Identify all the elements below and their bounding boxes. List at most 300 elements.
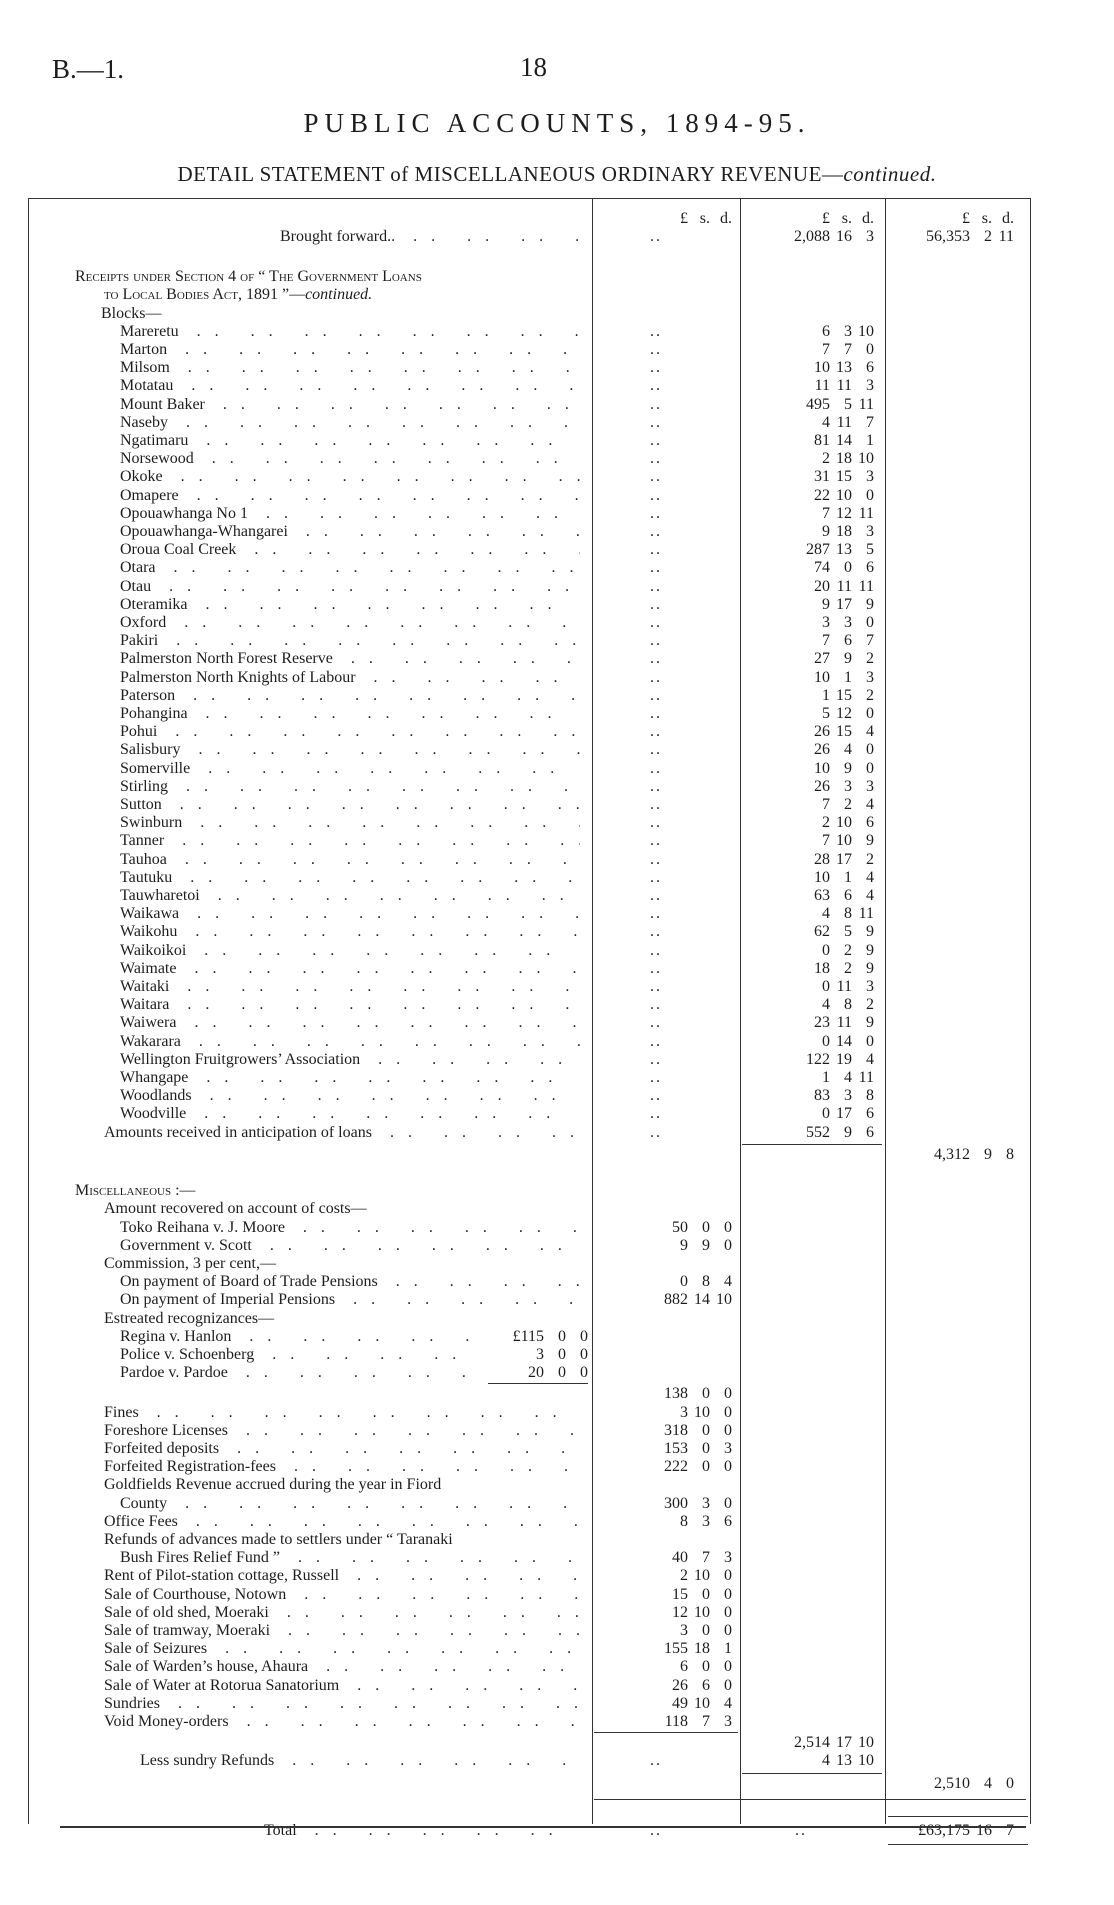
pence: 3 (866, 978, 874, 996)
empty-amount-dots: .. (650, 814, 662, 832)
shillings: 3 (702, 1512, 710, 1530)
shillings: 0 (702, 1585, 710, 1603)
empty-amount-dots: .. (650, 322, 662, 340)
pounds: 4 (822, 905, 830, 923)
amount (760, 377, 874, 395)
amount (760, 1752, 874, 1770)
empty-amount-dots: .. (650, 959, 662, 977)
block-row (0, 669, 1114, 687)
amount (484, 1364, 588, 1382)
amount (760, 578, 874, 596)
pence: 0 (724, 1603, 732, 1621)
pounds: 118 (664, 1713, 688, 1731)
pence: 0 (724, 1622, 732, 1640)
pence: 10 (716, 1291, 732, 1309)
pounds: 4,312 (934, 1145, 970, 1163)
less-refunds-row (0, 1752, 1114, 1770)
row-label: Goldfields Revenue accrued during the year in Fiord (104, 1476, 442, 1494)
amount (620, 1622, 732, 1640)
misc-row (0, 1713, 1114, 1731)
pounds: 4 (822, 413, 830, 431)
empty-amount-dots: .. (650, 559, 662, 577)
shillings: 4 (844, 741, 852, 759)
estreated-rule (488, 1383, 588, 1384)
amount (760, 541, 874, 559)
shillings: 10 (694, 1694, 710, 1712)
empty-amount-dots: .. (650, 632, 662, 650)
empty-amount-dots: .. (650, 341, 662, 359)
row-label: Motatau .. .. (120, 377, 580, 395)
shillings: 18 (836, 450, 852, 468)
shillings: 0 (702, 1421, 710, 1439)
empty-amount-dots: .. (650, 686, 662, 704)
pounds: 62 (814, 923, 830, 941)
pounds: 9 (680, 1236, 688, 1254)
shillings: 8 (702, 1273, 710, 1291)
block-row (0, 614, 1114, 632)
pounds: 4 (822, 1752, 830, 1770)
shillings: 8 (844, 905, 852, 923)
pence: 8 (1006, 1145, 1014, 1163)
empty-amount-dots: .. (650, 668, 662, 686)
row-label: Waikawa .. .. (120, 905, 580, 923)
empty-amount-dots: .. (650, 377, 662, 395)
pence: 11 (858, 1069, 874, 1087)
row-label: Mount Baker .. .. (120, 396, 580, 414)
empty-amount-dots: .. (650, 432, 662, 450)
pence: d. (1002, 210, 1014, 227)
shillings: 3 (844, 777, 852, 795)
pence: 3 (866, 777, 874, 795)
shillings: 9 (844, 759, 852, 777)
block-row (0, 396, 1114, 414)
pounds: 2 (822, 814, 830, 832)
shillings: 14 (836, 432, 852, 450)
commission-row (0, 1273, 1114, 1291)
shillings: 7 (844, 341, 852, 359)
amount (760, 832, 874, 850)
empty-amount-dots: .. (650, 450, 662, 468)
pounds: 9 (822, 523, 830, 541)
empty-amount-dots: .. (650, 523, 662, 541)
amount (620, 1422, 732, 1440)
pence: 11 (858, 905, 874, 923)
heading-text: to Local Bodies Act, 1891 ”— (104, 286, 306, 304)
row-label: Oroua Coal Creek .. .. (120, 541, 580, 559)
misc-row (0, 1404, 1114, 1422)
misc-row (0, 1567, 1114, 1585)
pounds: 495 (806, 395, 830, 413)
row-label: Tauhoa .. .. (120, 851, 580, 869)
amount (760, 614, 874, 632)
pence: 0 (724, 1403, 732, 1421)
shillings: 3 (844, 322, 852, 340)
shillings: 12 (836, 504, 852, 522)
pence: 11 (858, 504, 874, 522)
shillings: 2 (984, 228, 992, 246)
amount (620, 1404, 732, 1422)
misc-row (0, 1422, 1114, 1440)
pence: 7 (866, 413, 874, 431)
row-label: Regina v. Hanlon .. .. (120, 1328, 475, 1346)
pence: 0 (724, 1236, 732, 1254)
amount (760, 505, 874, 523)
shillings: 11 (836, 1014, 852, 1032)
pounds: 15 (672, 1585, 688, 1603)
costs-label (0, 1200, 1114, 1218)
pounds: 2 (680, 1567, 688, 1585)
net-rule (742, 1773, 882, 1774)
pence: 3 (866, 523, 874, 541)
shillings: 7 (702, 1549, 710, 1567)
row-label: Sale of Warden’s house, Ahaura .. .. (104, 1658, 580, 1676)
pence: 0 (580, 1327, 588, 1345)
shillings: 14 (694, 1291, 710, 1309)
pence: 4 (866, 796, 874, 814)
row-label: Office Fees .. .. (104, 1513, 580, 1531)
shillings: 1 (844, 868, 852, 886)
shillings: 2 (844, 796, 852, 814)
block-row (0, 778, 1114, 796)
pounds: 20 (814, 577, 830, 595)
row-label: Wellington Fruitgrowers’ Association .. .. (120, 1051, 580, 1069)
amount (760, 669, 874, 687)
amount (620, 1658, 732, 1676)
shillings: 11 (836, 978, 852, 996)
shillings: 3 (844, 1087, 852, 1105)
pence: 2 (866, 686, 874, 704)
pounds: 28 (814, 850, 830, 868)
empty-amount-dots: .. (650, 486, 662, 504)
amount (760, 814, 874, 832)
brought-forward-row (0, 228, 1114, 246)
amount (760, 996, 874, 1014)
empty-amount-dots: .. (650, 1032, 662, 1050)
row-label: Tautuku .. .. (120, 869, 580, 887)
empty-amount-dots: .. (650, 868, 662, 886)
block-row (0, 377, 1114, 395)
column-headings (0, 210, 1114, 228)
shillings: 18 (836, 523, 852, 541)
row-label: Rent of Pilot-station cottage, Russell .. .. (104, 1567, 580, 1585)
shillings: 0 (558, 1364, 566, 1382)
empty-amount-dots: .. (650, 905, 662, 923)
amount (620, 1495, 732, 1513)
pence: 10 (858, 450, 874, 468)
block-row (0, 505, 1114, 523)
row-label: Woodlands .. .. (120, 1087, 580, 1105)
pence: 9 (866, 941, 874, 959)
block-row (0, 541, 1114, 559)
pence: 3 (866, 468, 874, 486)
row-label: Blocks— (101, 304, 162, 322)
row-label: Marton .. .. (120, 341, 580, 359)
empty-amount-dots: .. (650, 228, 662, 246)
loans-subtotal-row (0, 1146, 1114, 1164)
refunds-row-1 (0, 1531, 1114, 1549)
commission-row (0, 1291, 1114, 1309)
block-row (0, 996, 1114, 1014)
pence: 1 (866, 432, 874, 450)
amount (760, 323, 874, 341)
total-bottom-rule (888, 1844, 1028, 1845)
pence: 6 (866, 559, 874, 577)
shillings: 12 (836, 705, 852, 723)
pence: 0 (724, 1421, 732, 1439)
row-label: Oteramika .. .. (120, 596, 580, 614)
row-label: Brought forward.. .. .. (280, 228, 580, 246)
empty-amount-dots: .. (650, 741, 662, 759)
empty-amount-dots: .. (650, 923, 662, 941)
row-label: Sale of old shed, Moeraki .. .. (104, 1604, 580, 1622)
block-row (0, 1105, 1114, 1123)
pence: 6 (866, 814, 874, 832)
row-label: Sale of tramway, Moeraki .. .. (104, 1622, 580, 1640)
amount (620, 1440, 732, 1458)
pounds: £63,175 (918, 1821, 970, 1839)
pounds: 5 (822, 705, 830, 723)
amount (620, 1567, 732, 1585)
block-row (0, 923, 1114, 941)
pounds: 50 (672, 1218, 688, 1236)
page-number: 18 (520, 52, 547, 82)
pounds: 74 (814, 559, 830, 577)
pence: 9 (866, 959, 874, 977)
shillings: 16 (836, 228, 852, 246)
pounds: 81 (814, 432, 830, 450)
amount (620, 1604, 732, 1622)
amount (760, 687, 874, 705)
pounds: £ (962, 210, 970, 227)
pounds: 23 (814, 1014, 830, 1032)
pounds: 0 (822, 1105, 830, 1123)
row-label: Tauwharetoi .. .. (120, 887, 580, 905)
row-label: Commission, 3 per cent,— (104, 1255, 276, 1273)
amount (900, 228, 1014, 246)
empty-amount-dots: .. (650, 541, 662, 559)
block-row (0, 578, 1114, 596)
pence: d. (862, 210, 874, 227)
shillings: 17 (836, 1105, 852, 1123)
amount (760, 432, 874, 450)
misc-row (0, 1604, 1114, 1622)
refunds-row-2 (0, 1549, 1114, 1567)
empty-amount-dots: .. (650, 1087, 662, 1105)
empty-amount-dots: .. (650, 1069, 662, 1087)
table-bottom-rule (60, 1826, 1026, 1828)
empty-amount-dots: .. (650, 705, 662, 723)
pence: 10 (858, 1752, 874, 1770)
costs-row (0, 1237, 1114, 1255)
pence: 0 (866, 741, 874, 759)
pence: 9 (866, 923, 874, 941)
pounds: 10 (814, 868, 830, 886)
row-label: Pohui .. .. (120, 723, 580, 741)
pounds: £ (680, 210, 688, 227)
costs-row (0, 1219, 1114, 1237)
amount (760, 942, 874, 960)
row-label: Fines .. .. (104, 1404, 580, 1422)
amount (620, 1385, 732, 1403)
pence: 11 (858, 395, 874, 413)
row-label: Palmerston North Forest Reserve .. .. (120, 650, 580, 668)
pounds: 7 (822, 832, 830, 850)
loans-heading-line1 (0, 268, 1114, 286)
row-label: Opouawhanga-Whangarei .. .. (120, 523, 580, 541)
row-label: Government v. Scott .. .. (120, 1237, 580, 1255)
amount (900, 1775, 1014, 1793)
shillings: 11 (836, 577, 852, 595)
pounds: 63 (814, 887, 830, 905)
amount (760, 723, 874, 741)
row-label: Forfeited Registration-fees .. .. (104, 1458, 580, 1476)
shillings: 0 (702, 1218, 710, 1236)
shillings: 0 (702, 1458, 710, 1476)
amount (760, 559, 874, 577)
pounds: 22 (814, 486, 830, 504)
shillings: 6 (702, 1676, 710, 1694)
shillings: 15 (836, 686, 852, 704)
estreated-total-row (0, 1385, 1114, 1403)
pounds: 10 (814, 668, 830, 686)
empty-amount-dots: .. (650, 1050, 662, 1068)
row-label: Wakarara .. .. (120, 1033, 580, 1051)
pounds: 318 (664, 1421, 688, 1439)
pounds: 7 (822, 796, 830, 814)
pence: 3 (724, 1549, 732, 1567)
row-label: Otara .. .. (120, 559, 580, 577)
pounds: 4 (822, 996, 830, 1014)
row-label: Tanner .. .. (120, 832, 580, 850)
statement-subtitle: DETAIL STATEMENT of MISCELLANEOUS ORDINARY REVENUE—continued. (177, 162, 937, 186)
shillings: 10 (836, 832, 852, 850)
block-row (0, 450, 1114, 468)
misc-row (0, 1695, 1114, 1713)
row-label: Amounts received in anticipation of loans .. .. (104, 1124, 580, 1142)
block-row (0, 1087, 1114, 1105)
empty-amount-dots: .. (650, 595, 662, 613)
shillings: 15 (836, 468, 852, 486)
empty-amount-dots: .. (650, 777, 662, 795)
amount (760, 796, 874, 814)
pounds: 287 (806, 541, 830, 559)
empty-amount-dots: .. (650, 1105, 662, 1123)
row-label: Waitara .. .. (120, 996, 580, 1014)
shillings: 0 (702, 1440, 710, 1458)
shillings: 0 (702, 1658, 710, 1676)
row-label: Sundries .. .. (104, 1695, 580, 1713)
amount (484, 1346, 588, 1364)
block-row (0, 851, 1114, 869)
empty-amount-dots: .. (650, 1821, 662, 1839)
row-label (104, 286, 504, 304)
amount (760, 396, 874, 414)
shillings: 16 (976, 1821, 992, 1839)
amount (760, 1069, 874, 1087)
shillings: 17 (836, 850, 852, 868)
shillings: 0 (702, 1622, 710, 1640)
pence: 3 (866, 668, 874, 686)
row-label: Police v. Schoenberg .. .. (120, 1346, 475, 1364)
row-label: Sale of Seizures .. .. (104, 1640, 580, 1658)
heading-italic: continued. (305, 286, 373, 304)
pounds: 10 (814, 759, 830, 777)
misc-row (0, 1658, 1114, 1676)
misc-row (0, 1440, 1114, 1458)
amount (760, 1033, 874, 1051)
pounds: 0 (680, 1273, 688, 1291)
misc-gross-row (0, 1734, 1114, 1752)
amount (760, 887, 874, 905)
empty-amount-dots: .. (650, 832, 662, 850)
pence: 0 (866, 705, 874, 723)
row-label: Opouawhanga No 1 .. .. (120, 505, 580, 523)
row-label: Refunds of advances made to settlers under “ Taranaki (104, 1531, 453, 1549)
amount (760, 760, 874, 778)
pence: 4 (866, 887, 874, 905)
pence: 0 (724, 1458, 732, 1476)
pence: 3 (866, 228, 874, 246)
row-label: Oxford .. .. (120, 614, 580, 632)
empty-amount-dots: .. (650, 1014, 662, 1032)
shillings: 10 (694, 1603, 710, 1621)
pence: 6 (866, 1123, 874, 1141)
pounds: 49 (672, 1694, 688, 1712)
pence: 0 (724, 1385, 732, 1403)
amount (760, 632, 874, 650)
misc-row (0, 1586, 1114, 1604)
shillings: 10 (836, 486, 852, 504)
pounds: 26 (814, 741, 830, 759)
row-label: Whangape .. .. (120, 1069, 580, 1087)
pounds: 8 (680, 1512, 688, 1530)
page-title: PUBLIC ACCOUNTS, 1894-95. (303, 108, 811, 138)
block-row (0, 487, 1114, 505)
estreated-row (0, 1364, 1114, 1382)
amount (760, 359, 874, 377)
block-row (0, 650, 1114, 668)
misc-net-row (0, 1775, 1114, 1793)
pence: 0 (724, 1567, 732, 1585)
shillings: 0 (558, 1346, 566, 1364)
row-label: Pardoe v. Pardoe .. .. (120, 1364, 475, 1382)
row-label: Naseby .. .. (120, 414, 580, 432)
pence: d. (720, 210, 732, 227)
shillings: 3 (702, 1494, 710, 1512)
block-row (0, 741, 1114, 759)
pence: 4 (866, 868, 874, 886)
empty-amount-dots: .. (650, 468, 662, 486)
pounds: 11 (814, 377, 830, 395)
pounds: 122 (806, 1050, 830, 1068)
empty-amount-dots: .. (650, 1123, 662, 1141)
shillings: 1 (844, 668, 852, 686)
pence: 9 (866, 832, 874, 850)
block-row (0, 523, 1114, 541)
misc-row (0, 1640, 1114, 1658)
empty-amount-dots: .. (650, 759, 662, 777)
pence: 3 (866, 377, 874, 395)
block-row (0, 687, 1114, 705)
pence: 8 (866, 1087, 874, 1105)
block-row (0, 468, 1114, 486)
pence: 0 (866, 614, 874, 632)
pence: 2 (866, 850, 874, 868)
amount (620, 1291, 732, 1309)
pence: 9 (866, 1014, 874, 1032)
pence: 0 (724, 1658, 732, 1676)
pounds: 2,088 (794, 228, 830, 246)
